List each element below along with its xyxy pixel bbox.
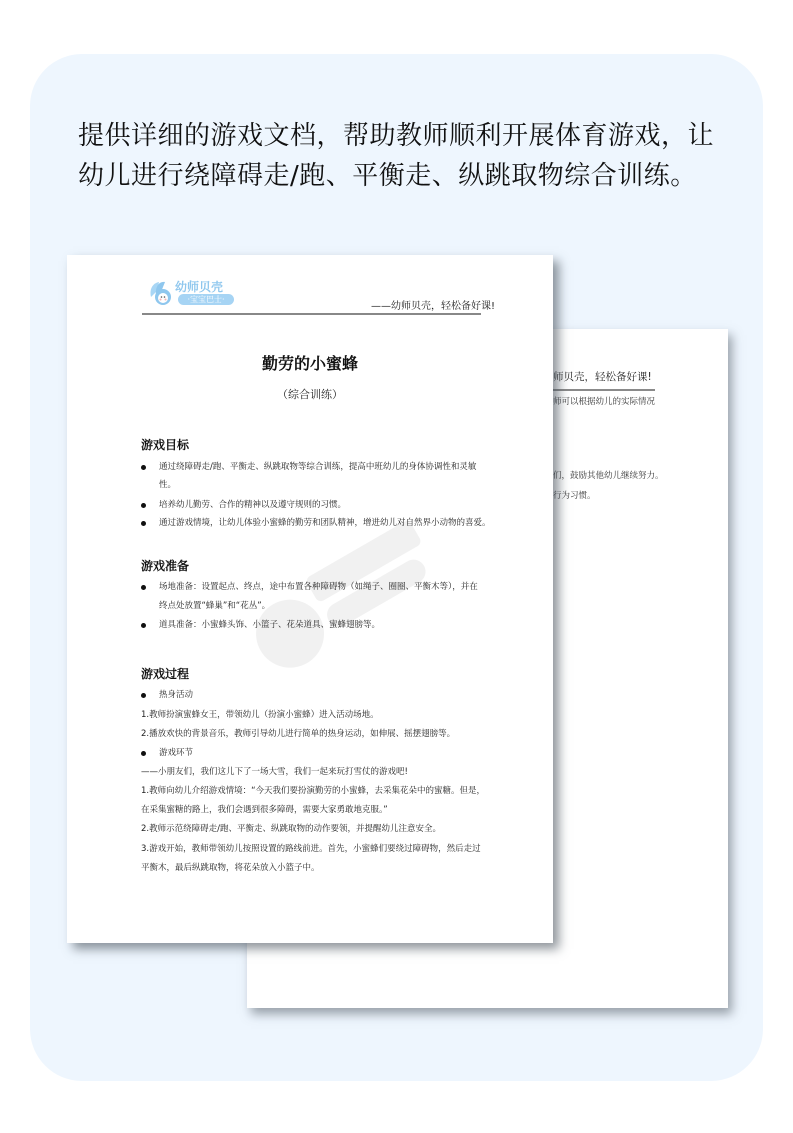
process-line: 1.教师向幼儿介绍游戏情境：“今天我们要扮演勤劳的小蜜蜂，去采集花朵中的蜜糖。但是， [141,786,486,796]
document-title: 勤劳的小蜜蜂 [261,354,358,373]
bullet-icon [141,465,146,470]
process-line: 3.游戏开始，教师带领幼儿按照设置的路线前进。首先，小蜜蜂们要绕过障碍物，然后走过 [141,844,481,854]
process-line: 2.教师示范绕障碍走/跑、平衡走、纵跳取物的动作要领，并提醒幼儿注意安全。 [141,824,441,834]
bullet-icon [141,521,146,526]
page-slogan: ——幼师贝壳，轻松备好课! [370,301,495,312]
process-line: 1.教师扮演蜜蜂女王，带领幼儿（扮演小蜜蜂）进入活动场地。 [141,710,379,720]
section-heading-process: 游戏过程 [141,667,190,681]
back-page-header-rule [553,389,655,391]
section-heading-prep: 游戏准备 [141,559,190,573]
back-page-line: 们，鼓励其他幼儿继续努力。 [553,471,664,481]
section-heading-goals: 游戏目标 [141,438,190,452]
back-page-line: 师可以根据幼儿的实际情况 [553,397,656,407]
bullet-icon [141,623,146,628]
document-subtitle: （综合训练） [277,388,343,401]
process-line: 平衡木，最后纵跳取物，将花朵放入小篮子中。 [141,863,320,873]
bullet-icon [141,585,146,590]
shell-logo-icon [147,279,175,307]
logo [147,277,237,309]
watermark-logo-icon [217,505,457,685]
document-page-front: 幼师贝壳 ·宝宝巴士· ——幼师贝壳，轻松备好课! 勤劳的小蜜蜂 （综合训练） 游戏目标 通过绕障碍走/跑、平衡走、纵跳取物等综合训练，提高中班幼儿的身体协调性和灵敏 性。 培养幼儿勤劳、合作的精神以及遵守规则的习惯。 通过游戏情境，让幼儿体验小蜜蜂的勤劳和团队精神，增进幼儿对自然界小动物的喜爱。 游戏准备 场地准备：设置起点、终点，途中布置各种障碍物（如绳子、圈圈、平衡木等），并在 终点处放置“蜂巢”和“花丛”。 道具准备：小蜜蜂头饰、小篮子、花朵道具、蜜蜂翅膀等。 游戏过程 热身活动 1.教师扮演蜜蜂女王，带领幼儿（扮演小蜜蜂）进入活动场地。 2.播放欢快的背景音乐，教师引导幼儿进行简单的热身运动，如伸展、摇摆翅膀等。 游戏环节 ——小朋友们，我们这儿下了一场大雪，我们一起来玩打雪仗的游戏吧! 1.教师向幼儿介绍游戏情境：“今天我们要扮演勤劳的小蜜蜂，去采集花朵中的蜜糖。但是， 在采集蜜糖的路上，我们会遇到很多障碍，需要大家勇敢地克服。” 2.教师示范绕障碍走/跑、平衡走、纵跳取物的动作要领，并提醒幼儿注意安全。 3.游戏开始，教师带领幼儿按照设置的路线前进。首先，小蜜蜂们要绕过障碍物，然后走过 平衡木，最后纵跳取物，将花朵放入小篮子中。 [67,255,553,943]
headline-line-2: 幼儿进行绕障碍走/跑、平衡走、纵跳取物综合训练。 [78,161,697,191]
goal-item-continuation: 性。 [159,480,177,490]
header-rule [142,313,481,315]
headline [78,116,728,196]
bullet-icon [141,693,146,698]
prep-item-continuation: 终点处放置“蜂巢”和“花丛”。 [159,601,271,611]
bullet-icon [141,503,146,508]
logo-subtitle: ·宝宝巴士· [178,294,234,305]
bullet-icon [141,751,146,756]
process-line: 2.播放欢快的背景音乐，教师引导幼儿进行简单的热身运动，如伸展、摇摆翅膀等。 [141,729,456,739]
process-line: ——小朋友们，我们这儿下了一场大雪，我们一起来玩打雪仗的游戏吧! [141,767,408,777]
back-page-line: 行为习惯。 [553,491,596,501]
headline-line-1: 提供详细的游戏文档，帮助教师顺利开展体育游戏，让 [78,121,715,151]
logo-name: 幼师贝壳 [175,280,224,294]
process-line: 在采集蜜糖的路上，我们会遇到很多障碍，需要大家勇敢地克服。” [141,805,388,815]
back-page-slogan: 师贝壳，轻松备好课! [553,371,652,383]
